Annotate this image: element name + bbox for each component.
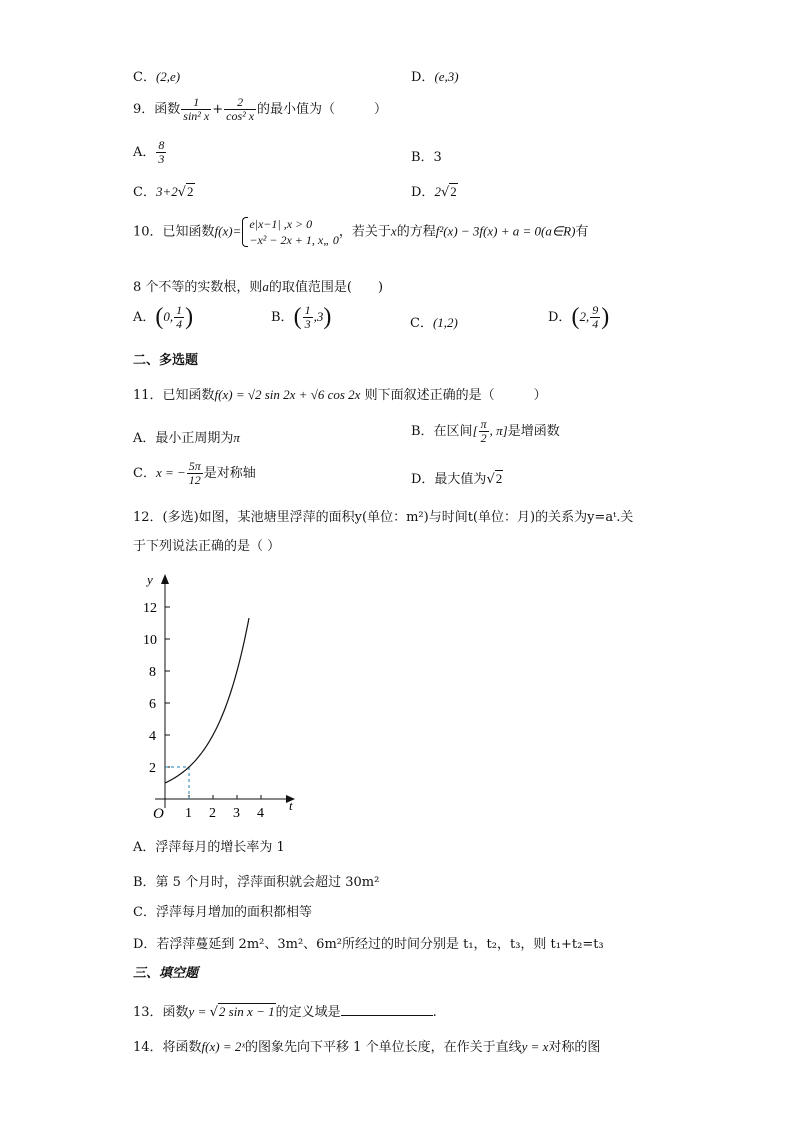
y-axis-arrow — [161, 574, 169, 584]
q10-option-d-fraction: $\frac{9}{4}$ — [592, 303, 599, 331]
q10-stem-line2: 8 个不等的实数根，则a的取值范围是( ) — [133, 279, 384, 295]
q11-option-c: C．x = − $\frac{5\pi}{12}$ 是对称轴 — [133, 459, 256, 487]
x-tick-label-3: 3 — [233, 806, 240, 818]
origin-label: O — [153, 806, 164, 818]
q9-option-b: B．3 — [411, 150, 442, 165]
q12-option-d: D．若浮萍蔓延到 2m²、3m²、6m²所经过的时间分别是 t₁，t₂，t₃，则 t₁+t₂=t₃ — [133, 937, 604, 952]
q8-option-c: C．(2,e) — [133, 69, 181, 85]
q12-graph — [135, 568, 315, 818]
q10-option-a-fraction: $\frac{1}{4}$ — [176, 303, 183, 331]
q10-option-a: A．(0, $\frac{1}{4}$ ) — [133, 303, 194, 331]
q11-option-d: D．最大值为√2 — [411, 471, 503, 487]
q10-piecewise: e|x−1| ,x > 0 −x² − 2x + 1, x„ 0 — [241, 216, 339, 248]
exponential-curve — [165, 618, 249, 783]
q13-stem: 13．函数y = √2 sin x − 1的定义域是 . — [133, 1004, 437, 1020]
q9-fraction-1: $\frac{1}{\text{sin² x}}$ — [183, 95, 210, 123]
q8-option-d: D．(e,3) — [411, 69, 459, 85]
q11-option-b: B．在区间[ $\frac{\pi}{2}$ , π]是增函数 — [411, 417, 560, 445]
q11-option-a: A．最小正周期为π — [133, 430, 240, 446]
x-tick-label-4: 4 — [257, 806, 264, 818]
q10-option-b: B．( $\frac{1}{3}$ ,3) — [271, 303, 332, 331]
q9-stem: 9．函数 $\frac{1}{\text{sin² x}}$ + $\frac{2}{\text{cos² x}}$ 的最小值为（ ） — [133, 95, 388, 123]
x-tick-label-1: 1 — [185, 806, 192, 818]
y-tick-label-4: 4 — [149, 729, 156, 744]
q10-option-d: D．(2, $\frac{9}{4}$ ) — [548, 303, 610, 331]
y-tick-label-2: 2 — [149, 761, 156, 776]
q12-stem-line1: 12．(多选)如图，某池塘里浮萍的面积y(单位：m²)与时间t(单位：月)的关系为y=aᵗ.关 — [133, 510, 634, 525]
q14-stem: 14．将函数f(x) = 2ˣ的图象先向下平移 1 个单位长度，在作关于直线y = x对称的图 — [133, 1039, 601, 1055]
x-axis-label: t — [289, 798, 293, 813]
y-tick-label-8: 8 — [149, 665, 156, 680]
x-tick-label-2: 2 — [209, 806, 216, 818]
q9-option-c: C．3+2√2 — [133, 184, 194, 200]
q11-option-c-fraction: $\frac{5\pi}{12}$ — [188, 459, 201, 487]
section-fill-in-heading: 三、填空题 — [133, 966, 199, 981]
q12-option-a: A．浮萍每月的增长率为 1 — [133, 840, 285, 855]
section-multiple-choice-heading: 二、多选题 — [133, 353, 199, 368]
q9-option-a: A． $\frac{8}{3}$ — [133, 138, 165, 166]
q12-option-b: B．第 5 个月时，浮萍面积就会超过 30m² — [133, 875, 380, 890]
q10-option-c: C．(1,2) — [410, 315, 458, 331]
q11-option-b-fraction: $\frac{\pi}{2}$ — [480, 417, 487, 445]
y-tick-label-6: 6 — [149, 697, 156, 712]
q10-option-b-fraction: $\frac{1}{3}$ — [304, 303, 311, 331]
q9-option-a-fraction: $\frac{8}{3}$ — [158, 138, 165, 166]
q9-option-d: D．2√2 — [411, 184, 457, 200]
q12-stem-line2: 于下列说法正确的是（ ） — [133, 539, 281, 554]
y-tick-label-10: 10 — [143, 633, 157, 648]
y-axis-label: y — [147, 572, 153, 587]
q13-answer-blank[interactable] — [341, 1003, 433, 1016]
q11-stem: 11．已知函数f(x) = √2 sin 2x + √6 cos 2x 则下面叙述正确的是（ ） — [133, 387, 547, 403]
q10-stem: 10．已知函数f(x)= e|x−1| ,x > 0 −x² − 2x + 1, x„ 0 ，若关于x的方程f²(x) − 3f(x) + a = 0(a∈R)有 — [133, 217, 589, 247]
y-tick-label-12: 12 — [143, 601, 157, 616]
q9-fraction-2: $\frac{2}{\text{cos² x}}$ — [226, 95, 255, 123]
q12-option-c: C．浮萍每月增加的面积都相等 — [133, 905, 312, 920]
